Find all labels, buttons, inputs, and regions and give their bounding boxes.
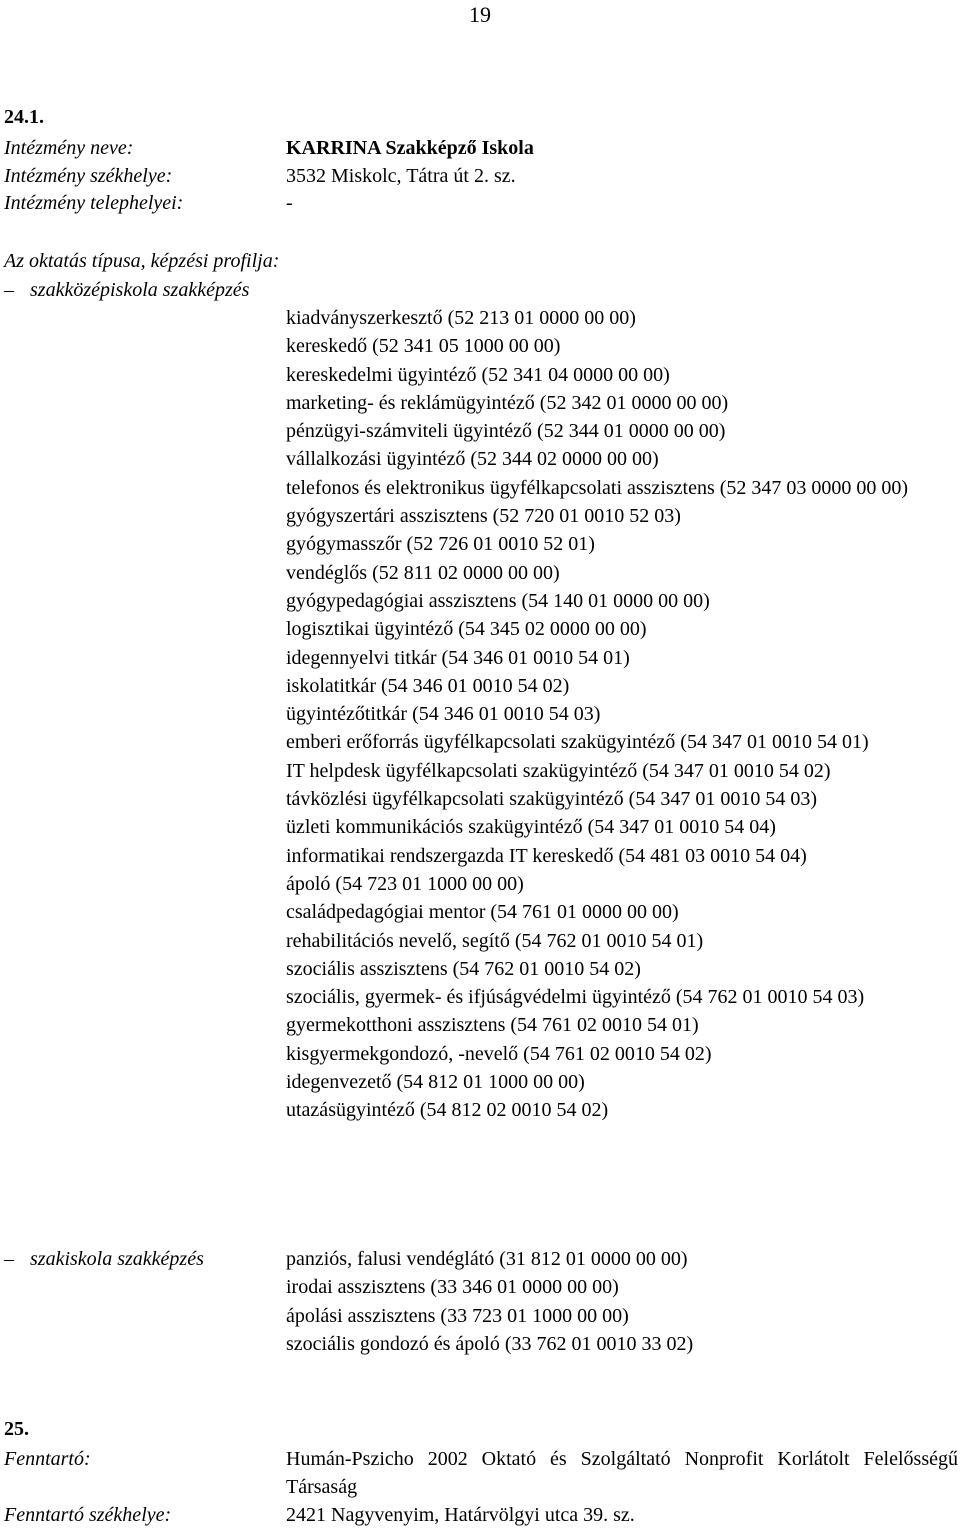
vocational-secondary-program-list bbox=[286, 304, 958, 1125]
vocational-school-program-list bbox=[286, 1245, 958, 1358]
list-item: idegenvezető (54 812 01 1000 00 00) bbox=[286, 1071, 585, 1094]
list-item: marketing- és reklámügyintéző (52 342 01 0000 00 00) bbox=[286, 391, 729, 414]
list-item: szociális, gyermek- és ifjúságvédelmi ügyintéző (54 762 01 0010 54 03) bbox=[286, 986, 865, 1009]
dash-marker: – bbox=[4, 1248, 14, 1270]
list-item: távközlési ügyfélkapcsolati szakügyintéző (54 347 01 0010 54 03) bbox=[286, 788, 817, 811]
list-item: gyógyszertári asszisztens (52 720 01 0010 52 03) bbox=[286, 505, 681, 528]
list-item: kereskedelmi ügyintéző (52 341 04 0000 00 00) bbox=[286, 363, 670, 386]
section-heading-25: 25. bbox=[4, 1418, 29, 1440]
list-item: kereskedő (52 341 05 1000 00 00) bbox=[286, 335, 561, 358]
list-item: ápoló (54 723 01 1000 00 00) bbox=[286, 872, 524, 895]
list-item: telefonos és elektronikus ügyfélkapcsolati asszisztens (52 347 03 0000 00 00) bbox=[286, 476, 909, 499]
list-item: vállalkozási ügyintéző (52 344 02 0000 00 00) bbox=[286, 448, 659, 471]
education-type-vocational-secondary bbox=[4, 276, 249, 304]
education-type-label: szakiskola szakképzés bbox=[30, 1248, 204, 1270]
institution-name-value: KARRINA Szakképző Iskola bbox=[286, 137, 534, 159]
institution-name-label: Intézmény neve: bbox=[4, 137, 134, 159]
profile-label: Az oktatás típusa, képzési profilja: bbox=[4, 250, 280, 272]
list-item: emberi erőforrás ügyfélkapcsolati szakügyintéző (54 347 01 0010 54 01) bbox=[286, 731, 869, 754]
list-item: panziós, falusi vendéglátó (31 812 01 0000 00 00) bbox=[286, 1248, 688, 1270]
owner-seat-label: Fenntartó székhelye: bbox=[4, 1504, 172, 1526]
list-item: iskolatitkár (54 346 01 0010 54 02) bbox=[286, 674, 570, 697]
list-item: kiadványszerkesztő (52 213 01 0000 00 00) bbox=[286, 307, 636, 329]
list-item: gyermekotthoni asszisztens (54 761 02 0010 54 01) bbox=[286, 1014, 699, 1037]
institution-seat-value: 3532 Miskolc, Tátra út 2. sz. bbox=[286, 165, 516, 187]
list-item: rehabilitációs nevelő, segítő (54 762 01 0010 54 01) bbox=[286, 929, 704, 952]
list-item: ügyintézőtitkár (54 346 01 0010 54 03) bbox=[286, 703, 601, 726]
page-number: 19 bbox=[469, 2, 491, 27]
list-item: logisztikai ügyintéző (54 345 02 0000 00 00) bbox=[286, 618, 647, 641]
list-item: IT helpdesk ügyfélkapcsolati szakügyintéző (54 347 01 0010 54 02) bbox=[286, 759, 831, 782]
institution-sites-value: - bbox=[286, 192, 293, 214]
dash-marker: – bbox=[4, 279, 14, 301]
institution-sites-label: Intézmény telephelyei: bbox=[4, 192, 184, 214]
owner-value: Humán-Pszicho 2002 Oktató és Szolgáltató Nonprofit Korlátolt Felelősségű Társaság bbox=[286, 1448, 958, 1498]
list-item: kisgyermekgondozó, -nevelő (54 761 02 0010 54 02) bbox=[286, 1042, 712, 1065]
institution-seat-label: Intézmény székhelye: bbox=[4, 165, 173, 187]
section-heading-24-1: 24.1. bbox=[4, 106, 44, 128]
owner-label: Fenntartó: bbox=[4, 1448, 91, 1470]
list-item: szociális gondozó és ápoló (33 762 01 0010 33 02) bbox=[286, 1332, 694, 1355]
owner-seat-value: 2421 Nagyvenyim, Határvölgyi utca 39. sz. bbox=[286, 1504, 635, 1526]
education-type-vocational-school bbox=[4, 1245, 204, 1273]
list-item: ápolási asszisztens (33 723 01 1000 00 00) bbox=[286, 1304, 629, 1327]
list-item: gyógypedagógiai asszisztens (54 140 01 0000 00 00) bbox=[286, 589, 710, 612]
list-item: szociális asszisztens (54 762 01 0010 54 02) bbox=[286, 957, 641, 980]
list-item: irodai asszisztens (33 346 01 0000 00 00) bbox=[286, 1276, 619, 1299]
list-item: informatikai rendszergazda IT kereskedő (54 481 03 0010 54 04) bbox=[286, 844, 807, 867]
list-item: gyógymasszőr (52 726 01 0010 52 01) bbox=[286, 533, 595, 556]
education-type-label: szakközépiskola szakképzés bbox=[30, 279, 250, 301]
list-item: családpedagógiai mentor (54 761 01 0000 00 00) bbox=[286, 901, 679, 924]
list-item: pénzügyi-számviteli ügyintéző (52 344 01 0000 00 00) bbox=[286, 420, 726, 443]
list-item: vendéglős (52 811 02 0000 00 00) bbox=[286, 561, 560, 584]
list-item: idegennyelvi titkár (54 346 01 0010 54 01) bbox=[286, 646, 630, 669]
list-item: utazásügyintéző (54 812 02 0010 54 02) bbox=[286, 1099, 609, 1122]
list-item: üzleti kommunikációs szakügyintéző (54 347 01 0010 54 04) bbox=[286, 816, 776, 839]
